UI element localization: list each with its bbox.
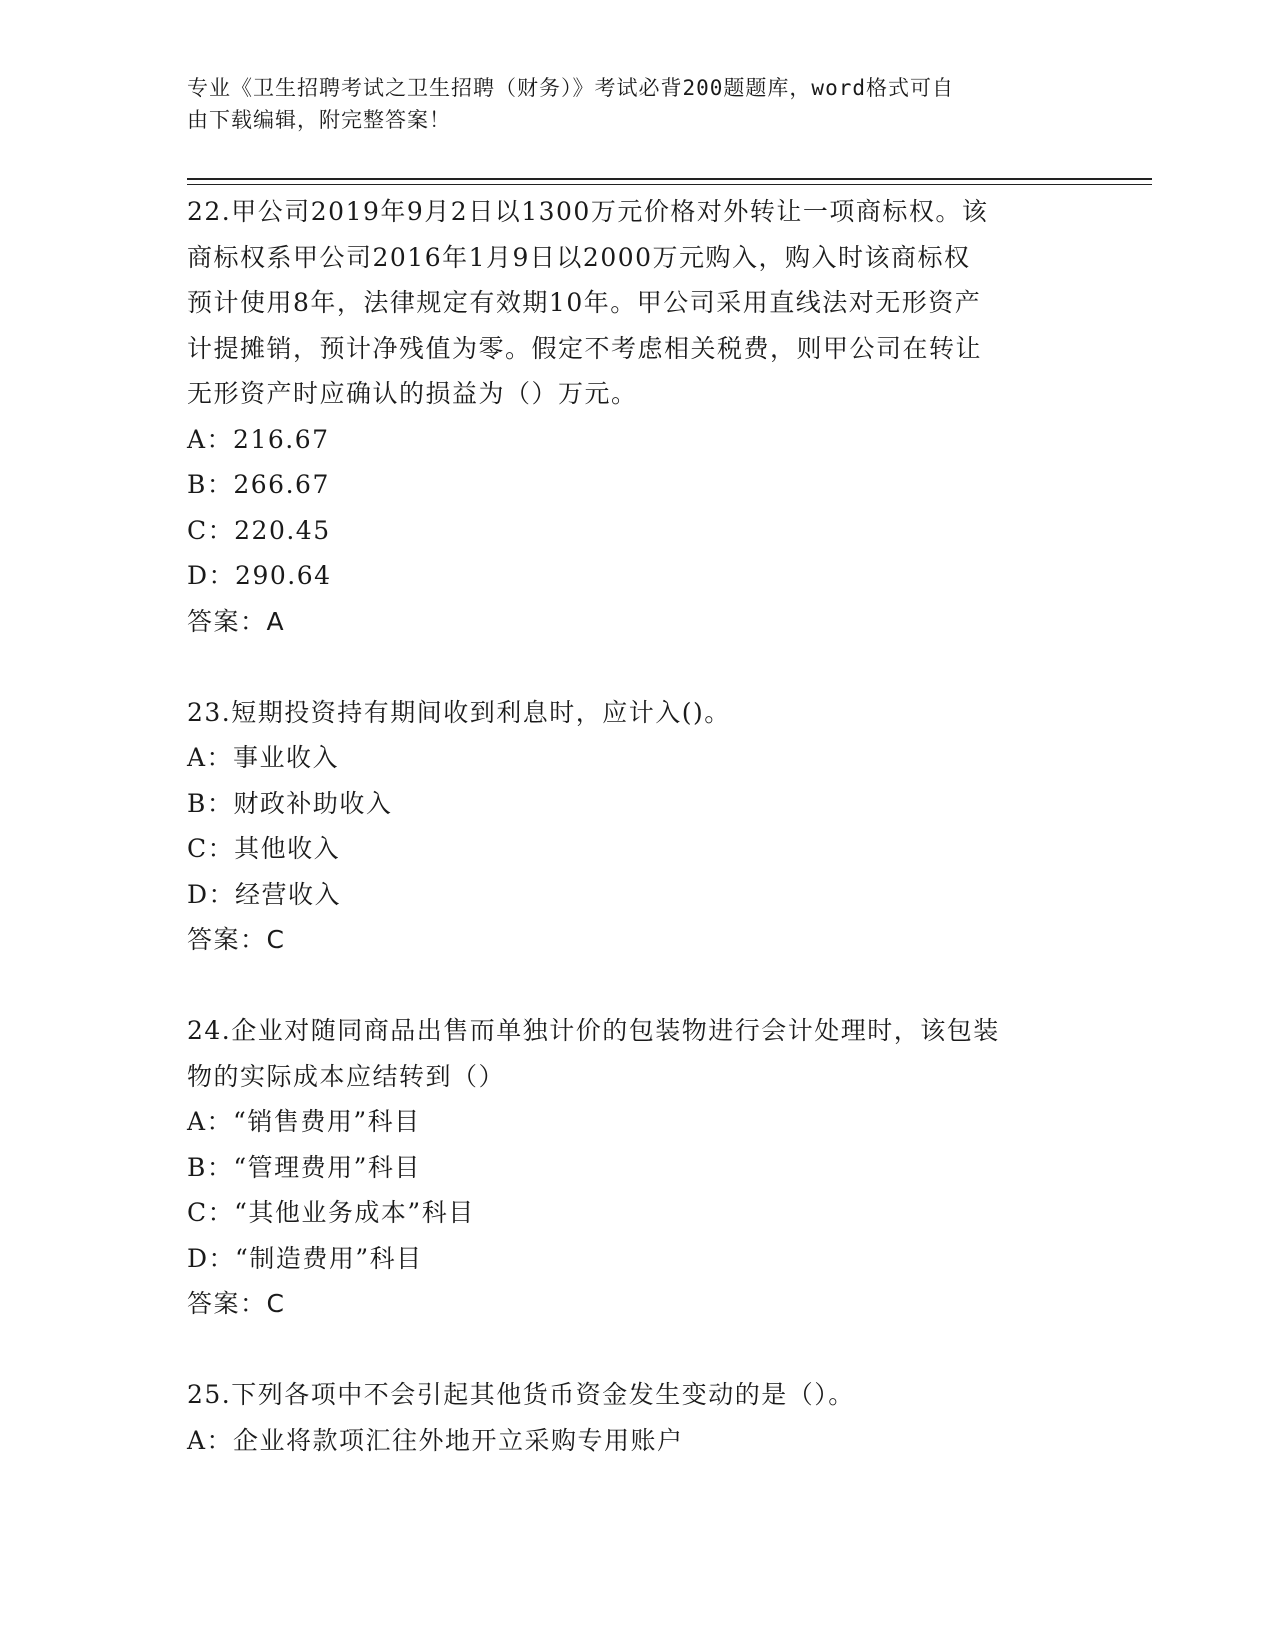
option-c: C：220.45 — [187, 515, 331, 545]
question-stem-line: 无形资产时应确认的损益为（）万元。 — [187, 379, 638, 408]
question-spacer — [187, 1327, 1087, 1373]
question-stem-line: 22.甲公司2019年9月2日以1300万元价格对外转让一项商标权。该 — [187, 197, 989, 226]
question-25 — [187, 1372, 1087, 1463]
option-d: D：“制造费用”科目 — [187, 1243, 423, 1273]
question-22 — [187, 189, 1087, 644]
option-d: D：经营收入 — [187, 879, 342, 909]
question-spacer — [187, 644, 1087, 690]
option-b: B：266.67 — [187, 470, 330, 499]
header-line-2: 由下载编辑，附完整答案！ — [187, 108, 451, 132]
question-stem-line: 24.企业对随同商品出售而单独计价的包装物进行会计处理时，该包装 — [187, 1016, 1000, 1045]
question-stem-line: 物的实际成本应结转到（） — [187, 1061, 506, 1091]
option-d: D：290.64 — [187, 561, 332, 590]
answer: 答案：A — [187, 606, 286, 636]
header-line-1: 专业《卫生招聘考试之卫生招聘（财务）》考试必背200题题库，word格式可自 — [187, 76, 954, 100]
option-a: A：216.67 — [187, 424, 330, 454]
document-header — [187, 72, 1087, 136]
question-stem-line: 计提摊销，预计净残值为零。假定不考虑相关税费，则甲公司在转让 — [187, 333, 983, 363]
question-stem-line: 23.短期投资持有期间收到利息时，应计入()。 — [187, 697, 731, 727]
question-24 — [187, 1008, 1087, 1327]
option-c: C：“其他业务成本”科目 — [187, 1198, 475, 1227]
option-b: B：“管理费用”科目 — [187, 1152, 421, 1182]
answer: 答案：C — [187, 1289, 286, 1318]
option-c: C：其他收入 — [187, 834, 341, 863]
question-stem-line: 25.下列各项中不会引起其他货币资金发生变动的是（）。 — [187, 1380, 855, 1409]
question-stem-line: 预计使用8年，法律规定有效期10年。甲公司采用直线法对无形资产 — [187, 288, 982, 317]
header-divider-thin — [187, 184, 1152, 185]
question-stem-line: 商标权系甲公司2016年1月9日以2000万元购入，购入时该商标权 — [187, 242, 971, 272]
option-b: B：财政补助收入 — [187, 788, 393, 818]
option-a: A：“销售费用”科目 — [187, 1107, 421, 1136]
header-divider-thick — [187, 178, 1152, 180]
question-23 — [187, 690, 1087, 963]
option-a: A：企业将款项汇往外地开立采购专用账户 — [187, 1425, 684, 1455]
question-spacer — [187, 963, 1087, 1009]
option-a: A：事业收入 — [187, 743, 340, 772]
answer: 答案：C — [187, 925, 286, 954]
question-list — [187, 189, 1087, 1463]
